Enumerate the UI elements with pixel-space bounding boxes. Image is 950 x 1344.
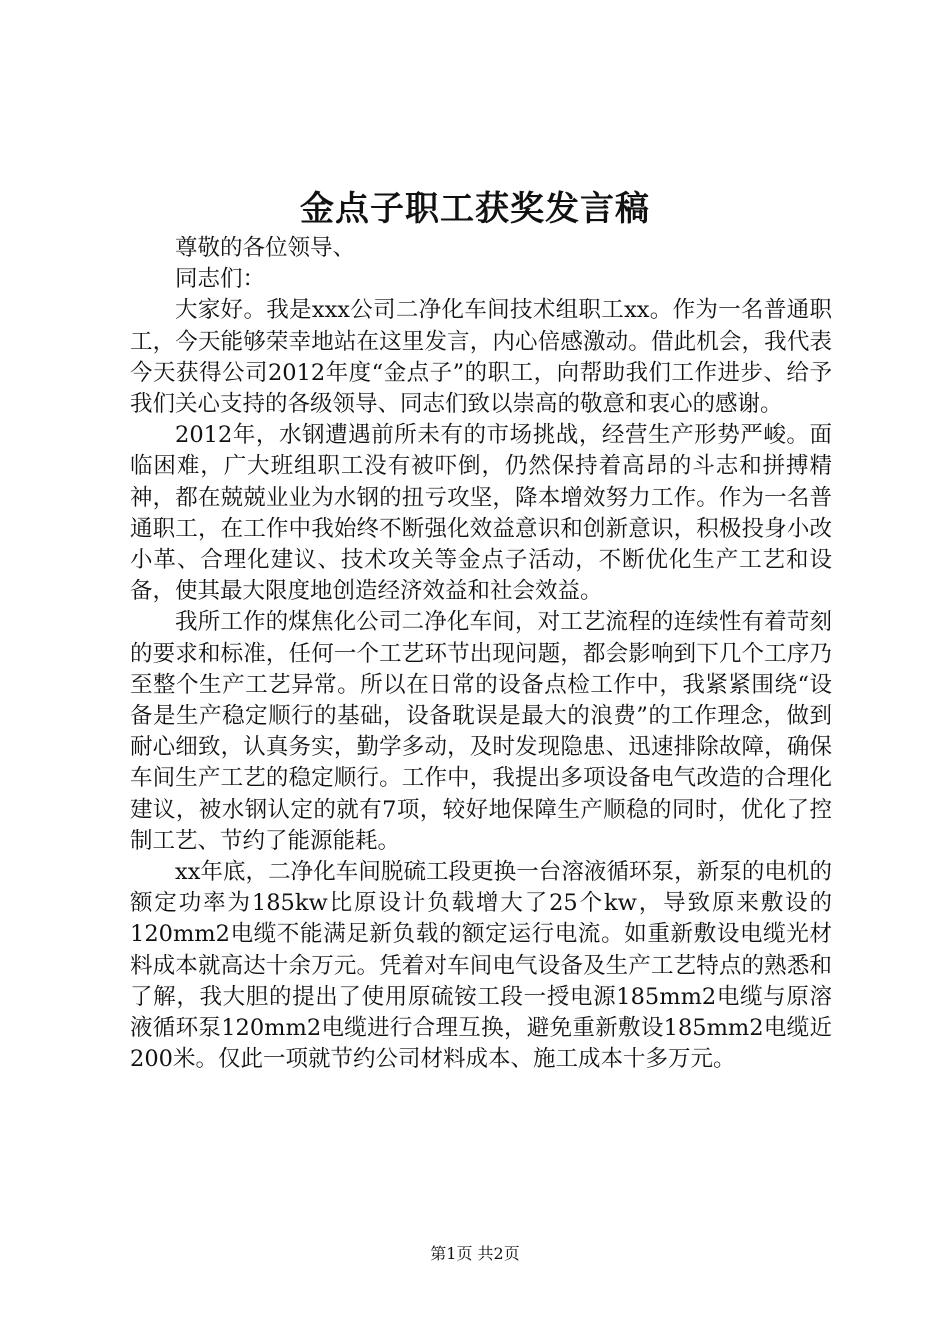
salutation-line-1: 尊敬的各位领导、 [175, 235, 356, 261]
body-paragraph-4: xx年底，二净化车间脱硫工段更换一台溶液循环泵，新泵的电机的额定功率为185kw比原设计负载增大了25个kw，导致原来敷设的120mm2电缆不能满足新负载的额定运行电流。如重新敷设电缆光材料成本就高达十余万元。凭着对车间电气设备及生产工艺特点的熟悉和了解，我大胆的提出了使用原硫铵工段一授电源185mm2电缆与原溶液循环泵120mm2电缆进行合理互换，避免重新敷设185mm2电缆近200米。仅此一项就节约公司材料成本、施工成本十多万元。 [130, 859, 832, 1073]
page-footer: 第1页 共2页 [430, 1244, 520, 1263]
document-title: 金点子职工获奖发言稿 [300, 189, 650, 229]
body-paragraph-1: 大家好。我是xxx公司二净化车间技术组职工xx。作为一名普通职工，今天能够荣幸地站在这里发言，内心倍感激动。借此机会，我代表今天获得公司2012年度“金点子”的职工，向帮助我们工作进步、给予我们关心支持的各级领导、同志们致以崇高的敬意和衷心的感谢。 [130, 297, 832, 418]
body-paragraph-3: 我所工作的煤焦化公司二净化车间，对工艺流程的连续性有着苛刻的要求和标准，任何一个工艺环节出现问题，都会影响到下几个工序乃至整个生产工艺异常。所以在日常的设备点检工作中，我紧紧围绕“设备是生产稳定顺行的基础，设备耽误是最大的浪费”的工作理念，做到耐心细致，认真务实，勤学多动，及时发现隐患、迅速排除故障，确保车间生产工艺的稳定顺行。工作中，我提出多项设备电气改造的合理化建议，被水钢认定的就有7项，较好地保障生产顺稳的同时，优化了控制工艺、节约了能源能耗。 [130, 609, 832, 854]
document-body [130, 233, 832, 1075]
body-paragraph-2: 2012年，水钢遭遇前所未有的市场挑战，经营生产形势严峻。面临困难，广大班组职工没有被吓倒，仍然保持着高昂的斗志和拼搏精神，都在兢兢业业为水钢的扭亏攻坚，降本增效努力工作。作为一名普通职工，在工作中我始终不断强化效益意识和创新意识，积极投身小改小革、合理化建议、技术攻关等金点子活动，不断优化生产工艺和设备，使其最大限度地创造经济效益和社会效益。 [130, 422, 832, 605]
salutation-line-2: 同志们： [175, 266, 266, 293]
